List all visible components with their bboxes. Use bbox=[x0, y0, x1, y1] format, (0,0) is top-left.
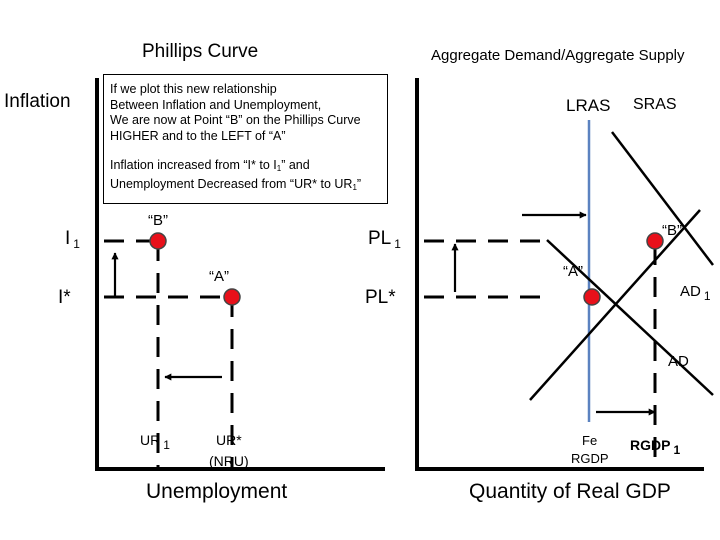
note-line: HIGHER and to the LEFT of “A” bbox=[110, 128, 286, 143]
phillips-curve-title: Phillips Curve bbox=[142, 41, 259, 62]
ad-label: AD bbox=[668, 353, 689, 370]
plstar-tick-label: PL* bbox=[365, 287, 396, 308]
point-b-adas bbox=[647, 233, 663, 249]
note-line: Inflation increased from “I* to $I_1$” and bbox=[110, 158, 310, 173]
adas-axes bbox=[415, 78, 704, 471]
lras-label: LRAS bbox=[566, 96, 611, 115]
fe-tick-label: Fe bbox=[582, 433, 598, 448]
point-a-label-phillips: “A” bbox=[209, 268, 229, 285]
rgdp1-tick-label: RGDP $_1$ bbox=[630, 437, 681, 457]
note-line: Between Inflation and Unemployment, bbox=[110, 97, 322, 112]
note-line: If we plot this new relationship bbox=[110, 82, 277, 96]
sras-label: SRAS bbox=[633, 96, 677, 113]
real-gdp-axis-label: Quantity of Real GDP bbox=[469, 480, 671, 503]
point-b-label-adas: “B” bbox=[662, 222, 682, 239]
fe-rgdp-tick-label: RGDP bbox=[571, 451, 609, 466]
note-line: We are now at Point “B” on the Phillips Curve bbox=[110, 113, 361, 127]
adas-title: Aggregate Demand/Aggregate Supply bbox=[431, 47, 685, 64]
explanation-note bbox=[103, 74, 388, 204]
i1-tick-label: I $_1$ bbox=[65, 228, 80, 251]
adas-dashed-guides bbox=[424, 241, 655, 468]
istar-tick-label: I* bbox=[58, 287, 71, 308]
point-a-label-adas: “A” bbox=[563, 263, 583, 280]
ur1-tick-label: UR $_1$ bbox=[140, 432, 170, 452]
nru-tick-label: (NRU) bbox=[209, 453, 249, 469]
note-line: Unemployment Decreased from “UR* to $UR_1$” bbox=[110, 176, 362, 192]
point-b-phillips bbox=[150, 233, 166, 249]
pl1-tick-label: PL $_1$ bbox=[368, 228, 401, 251]
point-a-phillips bbox=[224, 289, 240, 305]
point-a-adas bbox=[584, 289, 600, 305]
ad1-label: AD $_1$ bbox=[680, 283, 711, 303]
unemployment-axis-label: Unemployment bbox=[146, 480, 288, 503]
inflation-axis-label: Inflation bbox=[4, 91, 71, 112]
point-b-label-phillips: “B” bbox=[148, 212, 168, 229]
phillips-arrows bbox=[115, 253, 222, 377]
urstar-tick-label: UR* bbox=[216, 432, 242, 448]
